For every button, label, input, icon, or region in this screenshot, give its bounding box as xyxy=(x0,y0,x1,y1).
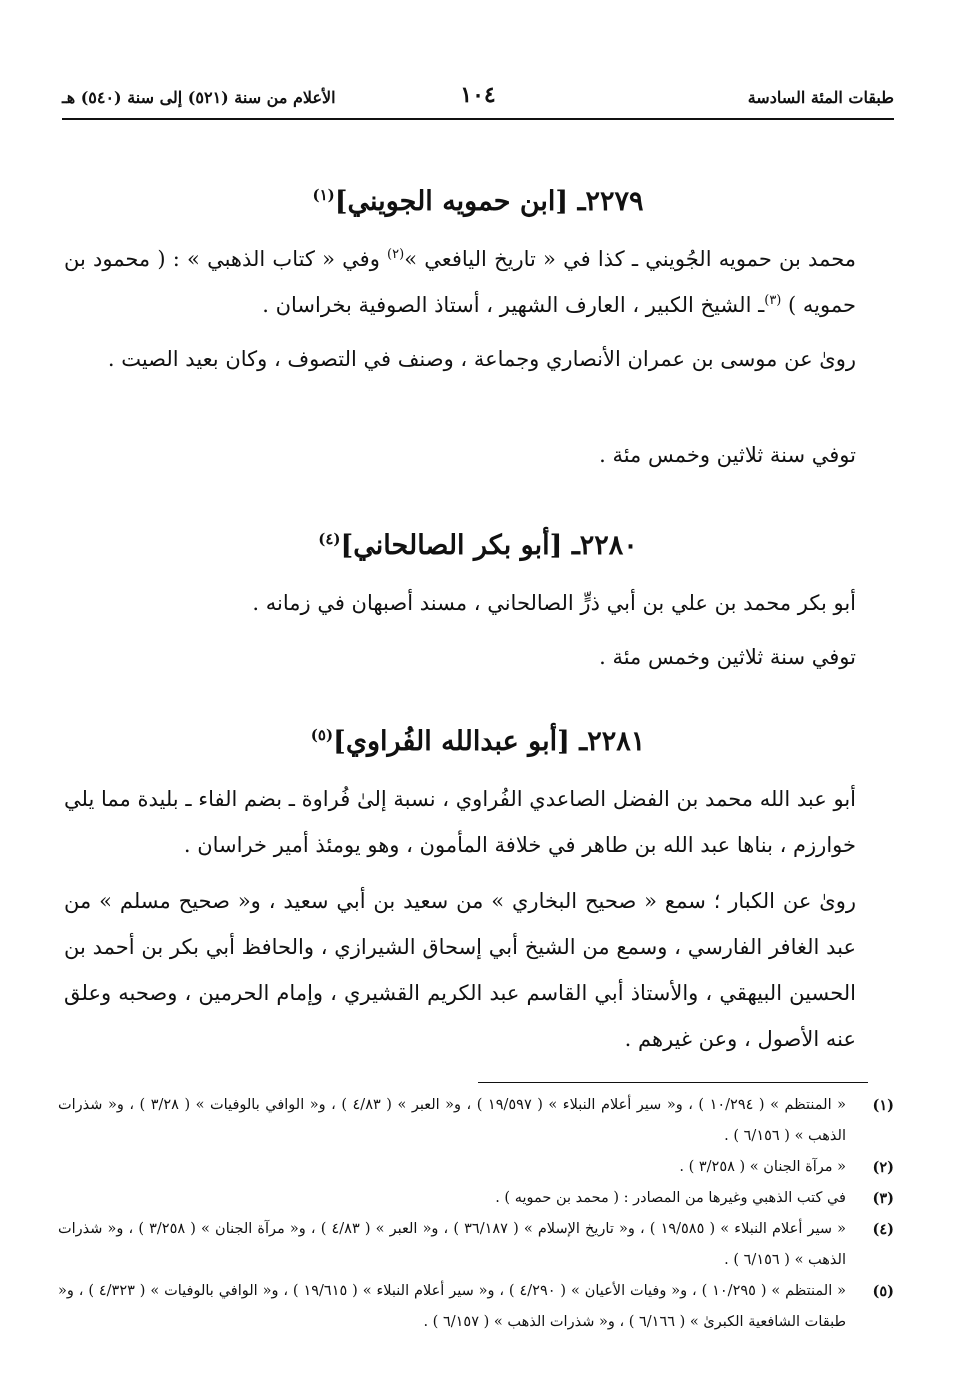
footnote-divider xyxy=(478,1082,868,1083)
footnote-text: « المنتظم » ( ١٠/٢٩٤ ) ، و« سير أعلام النبلاء » ( ١٩/٥٩٧ ) ، و« العبر » ( ٤/٨٣ ) ، و« الوافي بالوفيات » ( ٣/٢٨ ) ، و« شذرات الذهب » ( ٦/١٥٦ ) . xyxy=(58,1097,846,1144)
footnote-ref: (٤) xyxy=(318,530,341,548)
footnote-ref: (١) xyxy=(312,186,335,204)
text-run: وفي « كتاب الذهبي » : ( محمود بن حمويه ) xyxy=(64,247,856,317)
entry-title-text: ٢٢٧٩ـ [ابن حمويه الجويني] xyxy=(334,186,644,217)
footnote xyxy=(58,1276,894,1338)
paragraph: أبو عبد الله محمد بن الفضل الصاعدي الفُراوي ، نسبة إلىٰ فُراوة ـ بضم الفاء ـ بليدة مما يلي خوارزم ، بناها عبد الله بن طاهر في خلافة المأمون ، وهو يومئذ أمير خراسان . xyxy=(64,787,856,857)
running-header xyxy=(62,82,894,120)
footnote-number: (٢) xyxy=(872,1159,894,1176)
paragraph: توفي سنة ثلاثين وخمس مئة . xyxy=(599,645,856,669)
footnote-ref: (٣) xyxy=(764,293,782,308)
footnote-number: (٥) xyxy=(872,1283,894,1300)
entry-title-text: ٢٢٨١ـ [أبو عبدالله الفُراوي] xyxy=(333,726,646,757)
footnote-text: « مرآة الجنان » ( ٣/٢٥٨ ) . xyxy=(679,1159,846,1175)
footnote xyxy=(58,1183,894,1214)
footnote-ref: (٥) xyxy=(310,726,334,744)
footnote-number: (١) xyxy=(872,1097,894,1114)
paragraph xyxy=(64,236,856,328)
header-section-title: طبقات المئة السادسة xyxy=(747,88,894,107)
text-run: ـ الشيخ الكبير ، العارف الشهير ، أستاذ الصوفية بخراسان . xyxy=(262,293,765,317)
paragraph: روىٰ عن الكبار ؛ سمع « صحيح البخاري » من سعيد بن أبي سعيد ، و« صحيح مسلم » من عبد الغافر الفارسي ، وسمع من الشيخ أبي إسحاق الشيرازي ، والحافظ أبي بكر بن أحمد بن الحسين البيهقي ، والأستاذ أبي القاسم عبد الكريم القشيري ، وإمام الحرمين ، وصحبه وعلق عنه الأصول ، وعن غيرهم . xyxy=(64,889,856,1051)
entry-title xyxy=(62,186,894,217)
text-run: محمد بن حمويه الجُويني ـ كذا في « تاريخ اليافعي » xyxy=(404,247,856,271)
footnote xyxy=(58,1152,894,1183)
entry-title xyxy=(62,530,894,561)
header-range-title: الأعلام من سنة (٥٢١) إلى سنة (٥٤٠) هـ xyxy=(62,88,336,107)
footnote-ref: (٢) xyxy=(387,247,405,262)
entry-title xyxy=(62,726,894,757)
footnote xyxy=(58,1090,894,1152)
paragraph: روىٰ عن موسى بن عمران الأنصاري وجماعة ، وصنف في التصوف ، وكان بعيد الصيت . xyxy=(107,347,856,371)
footnote xyxy=(58,1214,894,1276)
footnote-text: « سير أعلام النبلاء » ( ١٩/٥٨٥ ) ، و« تاريخ الإسلام » ( ٣٦/١٨٧ ) ، و« العبر » ( ٤/٨٣ ) ، و« مرآة الجنان » ( ٣/٢٥٨ ) ، و« شذرات الذهب » ( ٦/١٥٦ ) . xyxy=(58,1221,846,1268)
footnotes xyxy=(58,1090,894,1338)
page-number: ١٠٤ xyxy=(460,82,496,108)
entry-title-text: ٢٢٨٠ـ [أبو بكر الصالحاني] xyxy=(340,530,638,561)
paragraph: أبو بكر محمد بن علي بن أبي ذرٍّ الصالحاني ، مسند أصبهان في زمانه . xyxy=(252,591,856,615)
paragraph: توفي سنة ثلاثين وخمس مئة . xyxy=(599,443,856,467)
footnote-number: (٣) xyxy=(872,1190,894,1207)
footnote-number: (٤) xyxy=(872,1221,894,1238)
footnote-text: « المنتظم » ( ١٠/٢٩٥ ) ، و« وفيات الأعيان » ( ٤/٢٩٠ ) ، و« سير أعلام النبلاء » ( ١٩/٦١٥ ) ، و« الوافي بالوفيات » ( ٤/٣٢٣ ) ، و« طبقات الشافعية الكبرىٰ » ( ٦/١٦٦ ) ، و« شذرات الذهب » ( ٦/١٥٧ ) . xyxy=(58,1283,846,1330)
footnote-text: في كتب الذهبي وغيرها من المصادر : ( محمد بن حمويه ) . xyxy=(495,1190,846,1206)
